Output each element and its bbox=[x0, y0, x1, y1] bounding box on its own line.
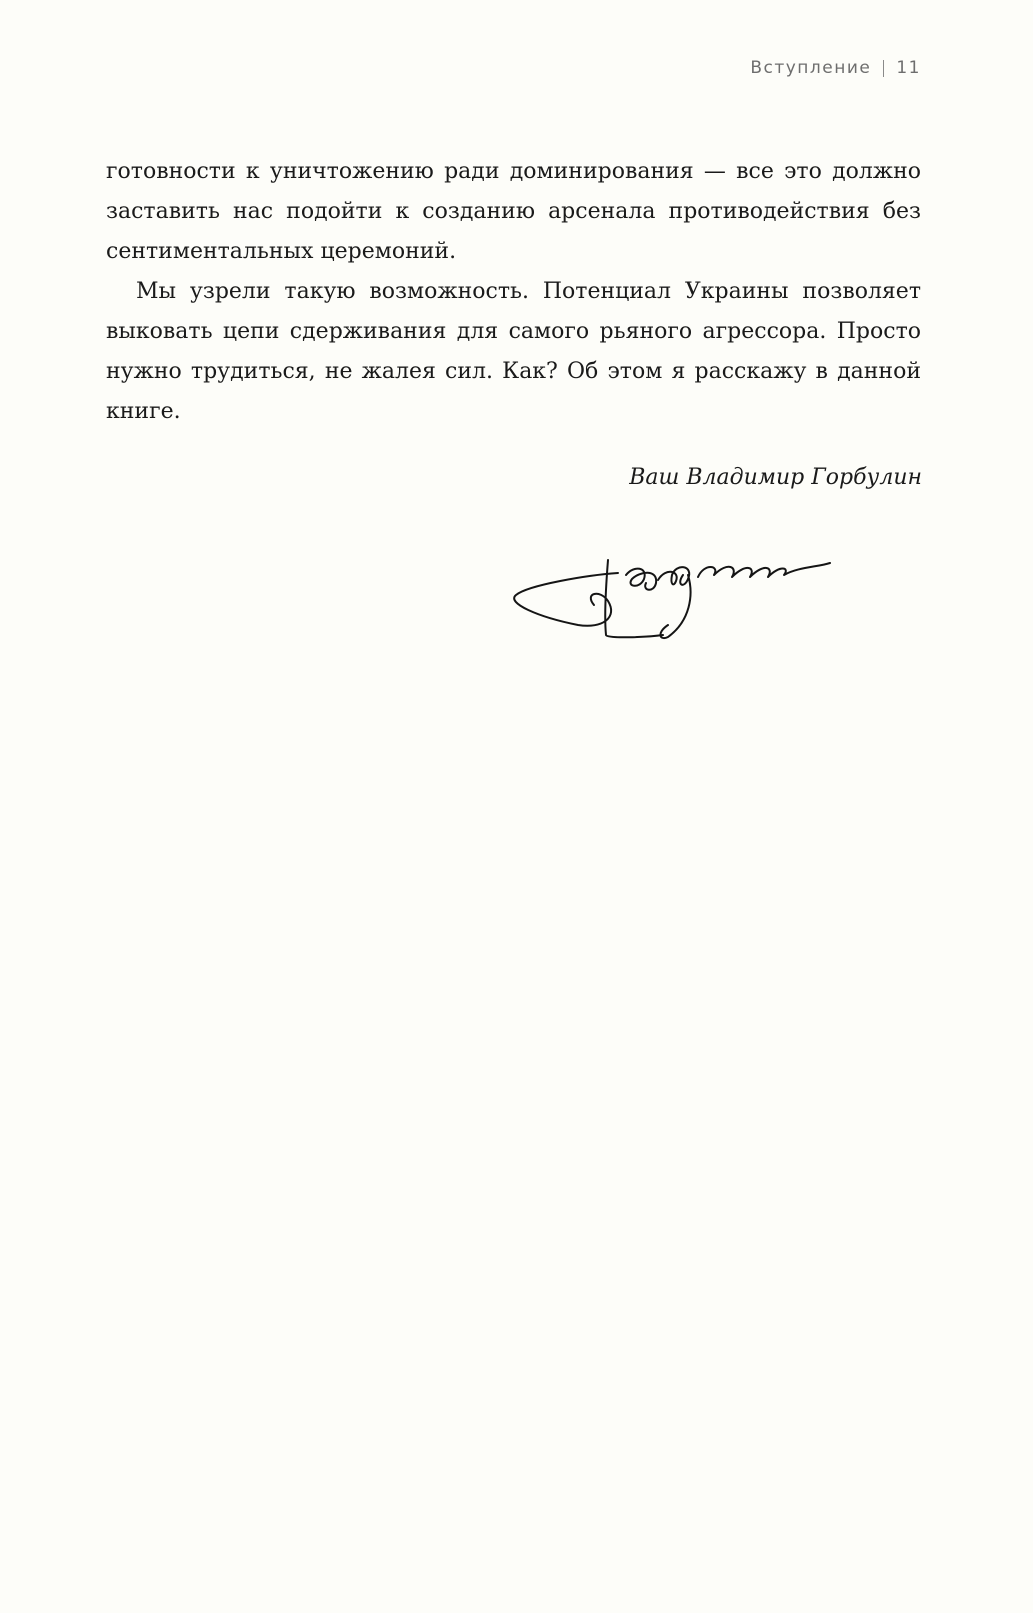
header-separator bbox=[883, 60, 884, 77]
closing-signoff: Ваш Владимир Горбулин bbox=[629, 465, 922, 490]
body-text bbox=[106, 152, 921, 432]
running-header bbox=[750, 58, 921, 78]
signature-icon bbox=[508, 545, 858, 665]
page-number: 11 bbox=[896, 58, 921, 78]
paragraph: Мы узрели такую возможность. Потенциал Украины позволяет выковать цепи сдерживания для самого рьяного агрессора. Просто нужно трудиться, не жалея сил. Как? Об этом я расскажу в данной книге. bbox=[106, 279, 921, 424]
section-title: Вступление bbox=[750, 58, 872, 78]
paragraph-continuation: готовности к уничтожению ради доминирования — все это должно заставить нас подойти к созданию арсенала противодействия без сентиментальных церемоний. bbox=[106, 159, 921, 264]
